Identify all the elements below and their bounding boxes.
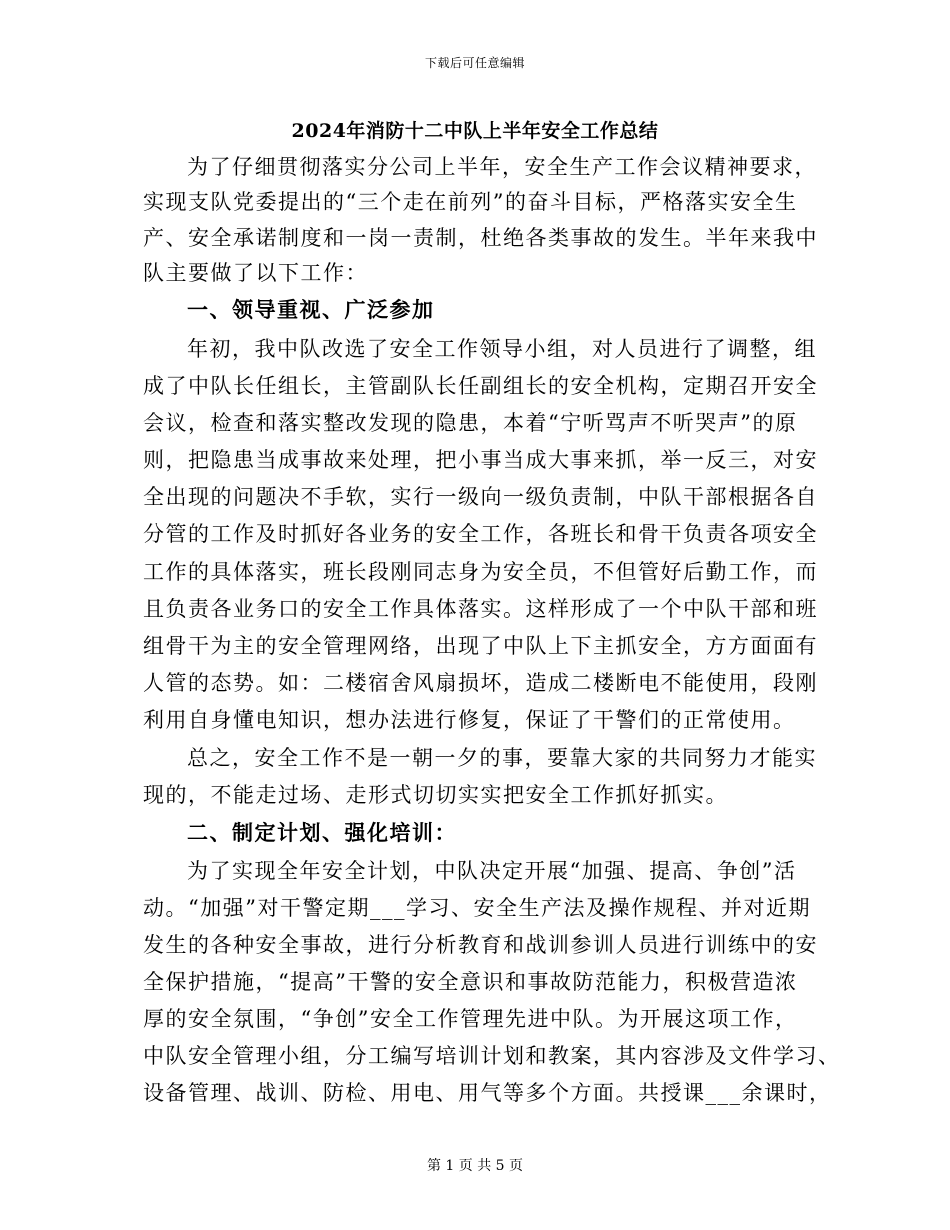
paragraph-line: 厚的安全氛围，“争创”安全工作管理先进中队。为开展这项工作， <box>143 1007 798 1031</box>
paragraph-line: 现的，不能走过场、走形式切切实实把安全工作抓好抓实。 <box>143 783 728 807</box>
paragraph-line: 为了仔细贯彻落实分公司上半年，安全生产工作会议精神要求， <box>187 155 817 179</box>
paragraph-line: 设备管理、战训、防检、用电、用气等多个方面。共授课___余课时， <box>143 1081 832 1105</box>
section-heading: 二、制定计划、强化培训： <box>187 820 457 845</box>
paragraph-line: 中队安全管理小组，分工编写培训计划和教案，其内容涉及文件学习、 <box>143 1044 841 1068</box>
paragraph-line: 实现支队党委提出的“三个走在前列”的奋斗目标，严格落实安全生 <box>143 190 798 214</box>
paragraph-line: 年初，我中队改选了安全工作领导小组，对人员进行了调整，组 <box>187 337 817 361</box>
paragraph-line: 发生的各种安全事故，进行分析教育和战训参训人员进行训练中的安 <box>143 933 818 957</box>
paragraph-line: 队主要做了以下工作： <box>143 261 368 285</box>
paragraph-line: 会议，检查和落实整改发现的隐患，本着“宁听骂声不听哭声”的原 <box>143 411 798 435</box>
paragraph-line: 则，把隐患当成事故来处理，把小事当成大事来抓，举一反三，对安 <box>143 448 818 472</box>
section-heading: 一、领导重视、广泛参加 <box>187 297 435 322</box>
paragraph-line: 为了实现全年安全计划，中队决定开展“加强、提高、争创”活 <box>187 859 797 883</box>
paragraph-line: 产、安全承诺制度和一岗一责制，杜绝各类事故的发生。半年来我中 <box>143 226 818 250</box>
paragraph-line: 动。“加强”对干警定期___学习、安全生产法及操作规程、并对近期 <box>143 896 811 920</box>
header-note: 下载后可任意编辑 <box>424 56 525 70</box>
paragraph-line: 且负责各业务口的安全工作具体落实。这样形成了一个中队干部和班 <box>143 597 818 621</box>
paragraph-line: 工作的具体落实，班长段刚同志身为安全员，不但管好后勤工作，而 <box>143 560 818 584</box>
paragraph-line: 利用自身懂电知识，想办法进行修复，保证了干警们的正常使用。 <box>143 708 796 732</box>
paragraph-line: 分管的工作及时抓好各业务的安全工作，各班长和骨干负责各项安全 <box>143 522 818 546</box>
paragraph-line: 成了中队长任组长，主管副队长任副组长的安全机构，定期召开安全 <box>143 374 818 398</box>
paragraph-line: 总之，安全工作不是一朝一夕的事，要靠大家的共同努力才能实 <box>187 746 817 770</box>
document-title: 2024年消防十二中队上半年安全工作总结 <box>291 120 659 142</box>
paragraph-line: 全保护措施，“提高”干警的安全意识和事故防范能力，积极营造浓 <box>143 970 798 994</box>
paragraph-line: 组骨干为主的安全管理网络，出现了中队上下主抓安全，方方面面有 <box>143 634 818 658</box>
paragraph-line: 全出现的问题决不手软，实行一级向一级负责制，中队干部根据各自 <box>143 485 818 509</box>
page-number-footer: 第 1 页 共 5 页 <box>426 1158 524 1174</box>
paragraph-line: 人管的态势。如：二楼宿舍风扇损坏，造成二楼断电不能使用，段刚 <box>143 671 818 695</box>
